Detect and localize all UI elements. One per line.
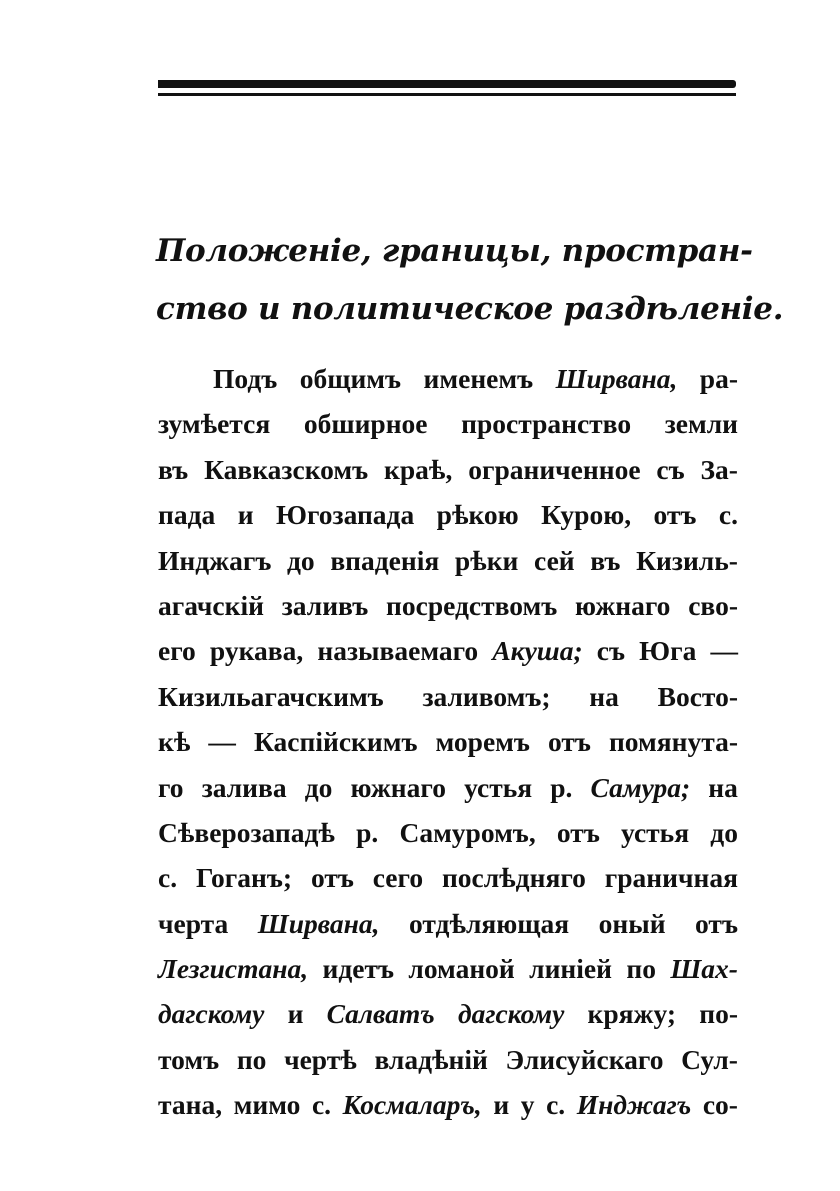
word: южнаго: [575, 589, 671, 621]
text-line: [158, 447, 738, 492]
italic-word: Инджагъ: [576, 1089, 692, 1121]
word: до: [710, 816, 738, 848]
word: пространство: [461, 408, 632, 440]
header-rule-thick: [158, 80, 736, 88]
text-line: [158, 1037, 738, 1082]
word: у: [520, 1089, 535, 1121]
word: с.: [718, 499, 738, 531]
italic-word: Космаларъ,: [342, 1089, 482, 1121]
header-rule-thin: [158, 93, 736, 96]
text-line: [158, 356, 738, 401]
word: сей: [534, 544, 575, 576]
word: Гоганъ;: [195, 862, 293, 894]
text-line: [158, 538, 738, 583]
chapter-heading: [156, 222, 784, 338]
text-line: [158, 492, 738, 537]
word: по: [626, 953, 656, 985]
word: съ: [596, 635, 626, 667]
word: краѣ,: [384, 453, 453, 485]
word: го: [158, 771, 184, 803]
word: Югозапада: [276, 499, 415, 531]
word: оный: [598, 907, 666, 939]
italic-word: Самура;: [590, 771, 691, 803]
word: общимъ: [299, 363, 402, 394]
word: Кизиль-: [636, 544, 738, 576]
text-line: [158, 583, 738, 628]
word: Самуромъ,: [399, 816, 536, 848]
text-line: [158, 674, 738, 719]
word: его: [158, 635, 196, 667]
word: именемъ: [423, 363, 534, 394]
italic-word: Ширвана,: [257, 907, 380, 939]
word: по-: [699, 998, 738, 1030]
word: черта: [158, 907, 229, 939]
body-paragraph: [158, 356, 738, 1128]
italic-word: дагскому: [457, 998, 565, 1030]
word: отъ: [547, 726, 591, 758]
text-line: [158, 855, 738, 900]
word: отъ: [556, 816, 600, 848]
word: идетъ: [322, 953, 395, 985]
word: на: [708, 771, 738, 803]
word: пада: [158, 499, 216, 531]
text-line: [158, 765, 738, 810]
word: называемаго: [317, 635, 479, 667]
word: с.: [546, 1089, 566, 1121]
italic-word: Акуша;: [492, 635, 583, 667]
text-line: [158, 946, 738, 991]
word: обширное: [303, 408, 428, 440]
word: кѣ: [158, 726, 191, 758]
word: Восто-: [657, 680, 738, 712]
italic-word: дагскому: [158, 998, 265, 1030]
heading-line: ство и политическое раздѣленіе.: [156, 291, 784, 327]
word: отъ: [653, 499, 697, 531]
word: земли: [664, 408, 738, 440]
word: моремъ: [435, 726, 530, 758]
word: впаденія: [330, 544, 440, 576]
word: зумѣется: [158, 408, 271, 440]
word: Каспійскимъ: [253, 726, 418, 758]
word: Сѣверозападѣ: [158, 816, 335, 848]
word: отъ: [695, 907, 738, 939]
word: сего: [372, 862, 424, 894]
word: рѣкою: [436, 499, 519, 531]
word: тана,: [158, 1089, 223, 1121]
word: томъ: [158, 1043, 220, 1075]
word: помянута-: [608, 726, 738, 758]
text-line: [158, 401, 738, 446]
word: линіей: [529, 953, 612, 985]
text-line: [158, 991, 738, 1036]
word: южнаго: [350, 771, 446, 803]
word: владѣній: [374, 1043, 488, 1075]
heading-line: Положеніе, границы, простран-: [156, 233, 753, 269]
word: посредствомъ: [386, 589, 558, 621]
word: мимо: [233, 1089, 301, 1121]
word: залива: [201, 771, 287, 803]
word: отдѣляющая: [409, 907, 570, 939]
word: ограниченное: [468, 453, 641, 485]
word: сво-: [688, 589, 738, 621]
word: Кавказскомъ: [204, 453, 369, 485]
word: —: [710, 635, 738, 667]
word: Юга: [639, 635, 697, 667]
italic-word: Ширвана,: [555, 363, 678, 394]
word: Курою,: [541, 499, 632, 531]
text-line: [158, 901, 738, 946]
word: р.: [550, 771, 573, 803]
word: чертѣ: [284, 1043, 357, 1075]
word: Сул-: [681, 1043, 738, 1075]
word: устья: [621, 816, 690, 848]
italic-word: Салватъ: [326, 998, 435, 1030]
word: на: [589, 680, 619, 712]
word: до: [304, 771, 333, 803]
word: с.: [158, 862, 178, 894]
word: За-: [700, 453, 738, 485]
word: устья: [464, 771, 533, 803]
text-line: [158, 628, 738, 673]
word: и: [493, 1089, 510, 1121]
word: въ: [158, 453, 189, 485]
word: по: [236, 1043, 267, 1075]
word: агачскій: [158, 589, 264, 621]
word: ломаной: [408, 953, 515, 985]
text-line: [158, 1082, 738, 1127]
word: кряжу;: [587, 998, 677, 1030]
word: с.: [311, 1089, 332, 1121]
word: рѣки: [454, 544, 519, 576]
word: р.: [356, 816, 379, 848]
word: отъ: [310, 862, 354, 894]
word: и: [287, 998, 304, 1030]
word: граничная: [604, 862, 738, 894]
word: послѣдняго: [441, 862, 586, 894]
word: въ: [590, 544, 621, 576]
word: —: [208, 726, 236, 758]
word: Кизильагачскимъ: [158, 680, 384, 712]
word: Подъ: [213, 363, 278, 394]
word: Элисуйскаго: [505, 1043, 664, 1075]
italic-word: Шах-: [670, 953, 738, 985]
word: ра-: [699, 363, 738, 394]
text-line: [158, 719, 738, 764]
word: и: [237, 499, 254, 531]
word: рукава,: [209, 635, 304, 667]
word: заливомъ;: [422, 680, 551, 712]
word: съ: [656, 453, 685, 485]
italic-word: Лезгистана,: [158, 953, 309, 985]
word: Инджагъ: [158, 544, 272, 576]
word: со-: [702, 1089, 738, 1121]
word: до: [287, 544, 315, 576]
text-line: [158, 810, 738, 855]
word: заливъ: [281, 589, 369, 621]
